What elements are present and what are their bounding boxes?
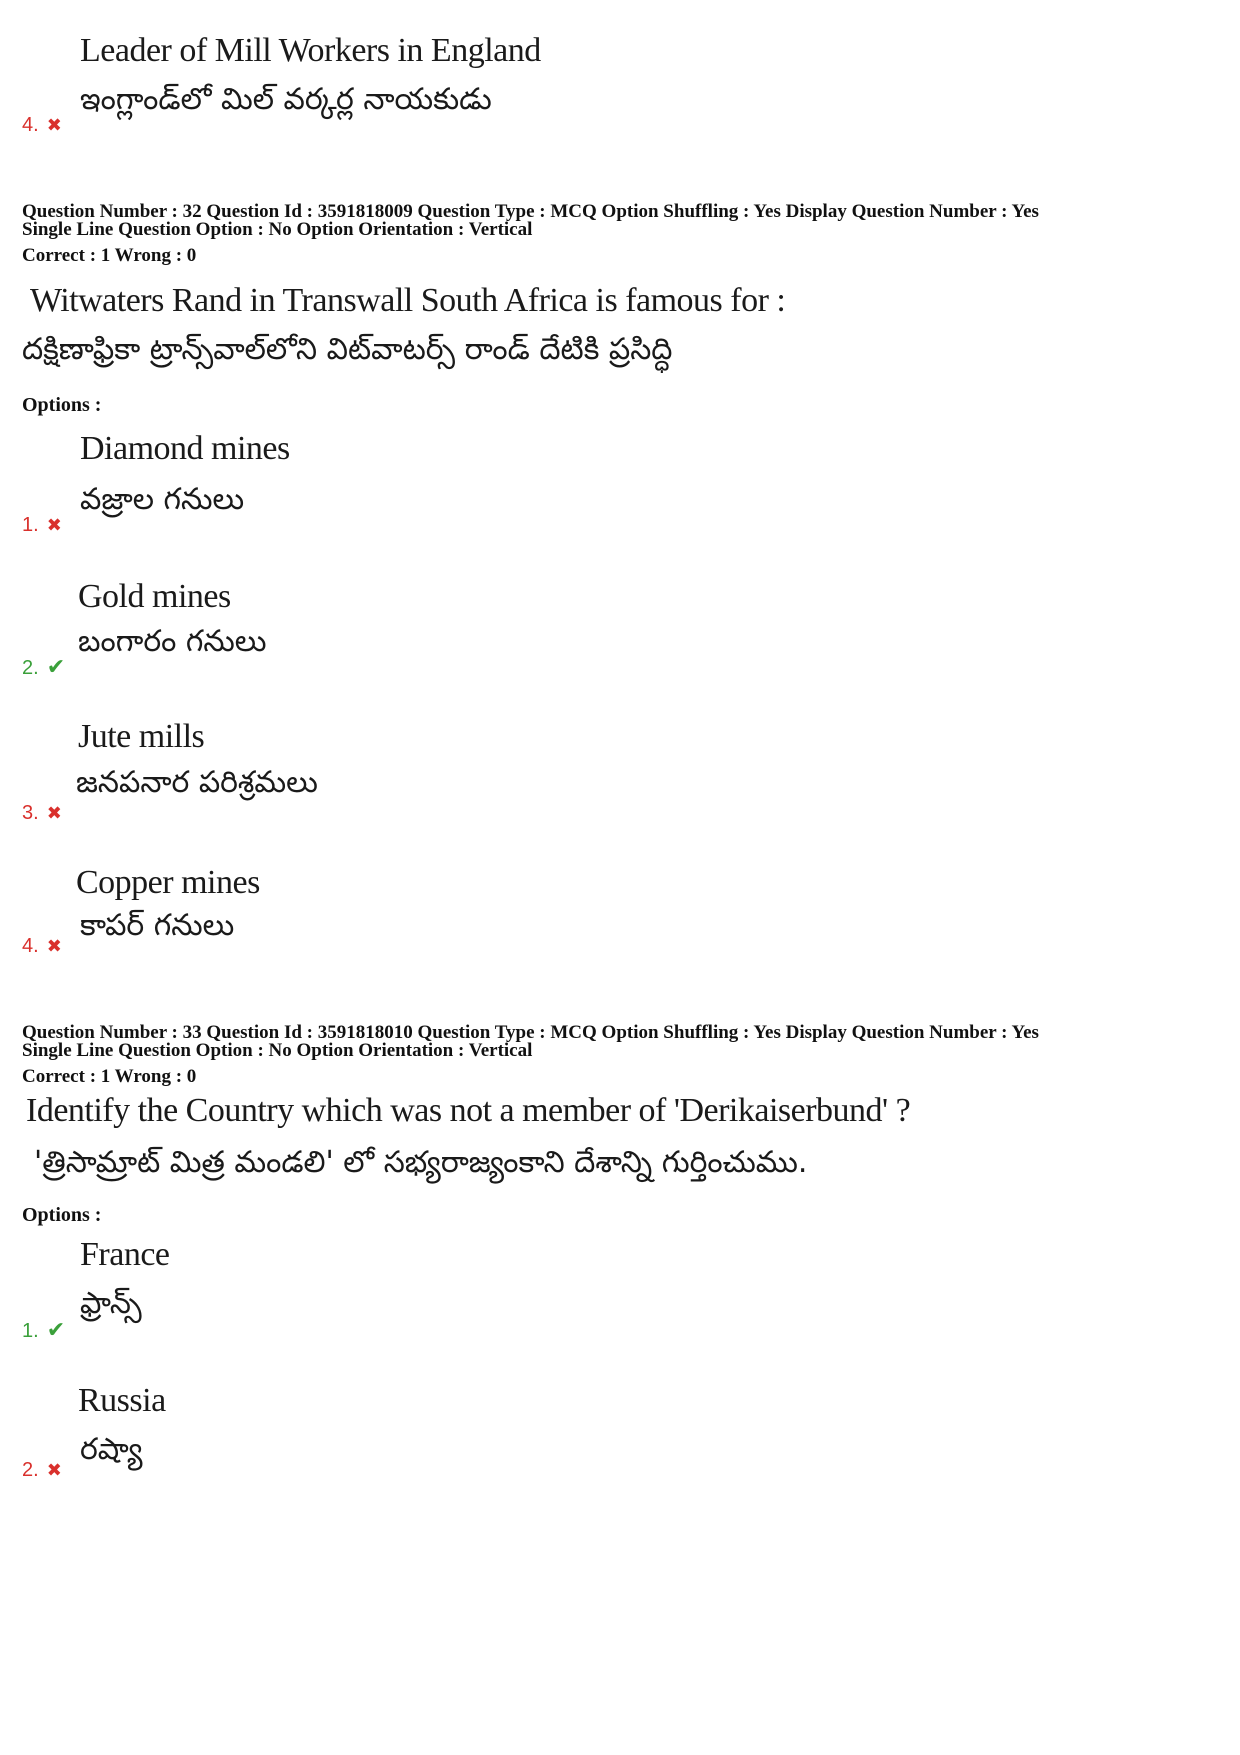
q32-option-2-english: Gold mines [78, 578, 231, 615]
q32-option-3-telugu: జనపనార పరిశ్రమలు [76, 765, 318, 800]
q33-options-label: Options : [22, 1204, 102, 1226]
prev-option-4-number: 4. [22, 114, 39, 136]
prev-option-4-number-row [22, 114, 62, 137]
q32-option-3-number-row [22, 802, 62, 825]
q33-option-2-number: 2. [22, 1459, 39, 1481]
q32-option-4-english: Copper mines [76, 864, 260, 901]
q32-option-2-number-row [22, 655, 65, 680]
q32-option-3-english: Jute mills [78, 718, 205, 755]
checkmark-icon: ✔ [46, 655, 66, 680]
q32-option-2-number: 2. [22, 657, 39, 679]
q33-option-2-english: Russia [78, 1382, 166, 1419]
cross-icon: ✖ [46, 936, 62, 957]
q32-option-4-number-row [22, 935, 62, 958]
q32-option-1-number-row [22, 514, 62, 537]
q32-question-telugu: దక్షిణాఫ్రికా ట్రాన్స్‌వాల్‌లోని విట్‌వాటర్స్ రాండ్ దేటికి ప్రసిద్ధి [22, 332, 673, 367]
q33-option-1-telugu: ఫ్రాన్స్ [80, 1286, 142, 1321]
q32-option-1-english: Diamond mines [80, 430, 290, 467]
q32-question-english: Witwaters Rand in Transwall South Africa is famous for : [30, 282, 786, 319]
q33-option-2-number-row [22, 1459, 62, 1482]
q32-meta-line2: Single Line Question Option : No Option Orientation : Vertical [22, 219, 533, 240]
q32-meta-line1: Question Number : 32 Question Id : 3591818009 Question Type : MCQ Option Shuffling : Yes Display Question Number : Yes [22, 201, 1039, 222]
q33-option-1-english: France [80, 1236, 170, 1273]
q33-option-1-number: 1. [22, 1320, 39, 1342]
q33-question-telugu: 'త్రిసామ్రాట్ మిత్ర మండలి' లో సభ్యరాజ్యంకాని దేశాన్ని గుర్తించుము. [34, 1145, 808, 1180]
q32-option-2-telugu: బంగారం గనులు [78, 624, 267, 659]
cross-icon: ✖ [46, 115, 62, 136]
q32-option-4-telugu: కాపర్ గనులు [80, 908, 235, 943]
q32-options-label: Options : [22, 394, 102, 416]
prev-option-4-english: Leader of Mill Workers in England [80, 32, 541, 69]
cross-icon: ✖ [46, 1460, 62, 1481]
q33-meta-line3: Correct : 1 Wrong : 0 [22, 1066, 197, 1087]
q32-meta-line3: Correct : 1 Wrong : 0 [22, 245, 197, 266]
q32-option-1-number: 1. [22, 514, 39, 536]
q33-option-2-telugu: రష్యా [80, 1432, 143, 1467]
q33-option-1-number-row [22, 1318, 65, 1343]
q32-option-3-number: 3. [22, 802, 39, 824]
q33-meta-line1: Question Number : 33 Question Id : 3591818010 Question Type : MCQ Option Shuffling : Yes Display Question Number : Yes [22, 1022, 1039, 1043]
q32-option-4-number: 4. [22, 935, 39, 957]
checkmark-icon: ✔ [46, 1318, 66, 1343]
prev-option-4-telugu: ఇంగ్లాండ్‌లో మిల్ వర్కర్ల నాయకుడు [80, 82, 492, 117]
q33-meta-line2: Single Line Question Option : No Option Orientation : Vertical [22, 1040, 533, 1061]
q32-option-1-telugu: వజ్రాల గనులు [80, 482, 245, 517]
cross-icon: ✖ [46, 515, 62, 536]
cross-icon: ✖ [46, 803, 62, 824]
q33-question-english: Identify the Country which was not a member of 'Derikaiserbund' ? [26, 1092, 911, 1129]
